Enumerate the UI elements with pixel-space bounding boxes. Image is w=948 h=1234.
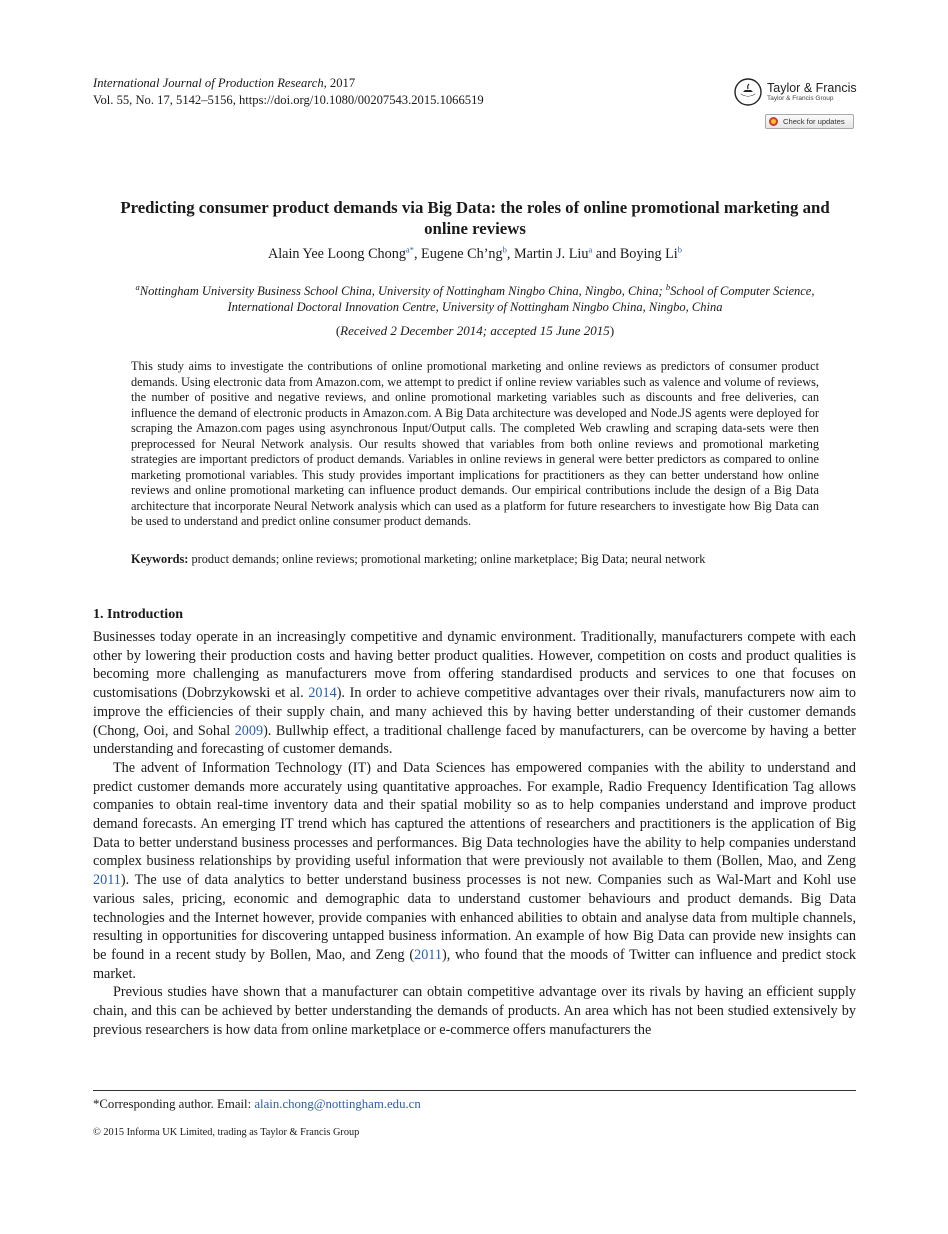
taylor-francis-lamp-icon: [734, 78, 762, 106]
citation-link[interactable]: 2009: [234, 722, 264, 739]
paragraph-text: Businesses today operate in an increasingly competitive and dynamic environment. Traditionally, manufacturers compete with each other by lowering their production costs and having better product qualities. However, competition on costs and product qualities is becoming more challenging as manufacturers move from offering standardised products and services to one that focuses on customisations (Dobrzykowski et al.: [93, 629, 856, 702]
affiliation-mark[interactable]: b: [677, 244, 682, 255]
author-list: [100, 246, 850, 263]
corresponding-mark[interactable]: *: [409, 244, 414, 255]
paragraph: [93, 759, 856, 983]
paragraph: Previous studies have shown that a manufacturer can obtain competitive advantage over its rivals by having an efficient supply chain, and this can be achieved by better understanding the demands of products. An area which has not been studied extensively by previous researchers is how data from online marketplace or e-commerce offers manufacturers the: [93, 984, 856, 1038]
affiliation-mark[interactable]: a: [588, 244, 593, 255]
author-name: Alain Yee Loong Chong: [267, 246, 406, 262]
affiliation-a: Nottingham University Business School China, University of Nottingham Ningbo China, Ningbo, China;: [139, 284, 666, 298]
paragraph-text: ), who found that the moods of Twitter can influence and predict stock market.: [93, 946, 857, 982]
keywords-label: Keywords:: [131, 552, 189, 566]
journal-meta: International Journal of Production Research, 2017 Vol. 55, No. 17, 5142–5156, https://doi.org/10.1080/00207543.2015.1066519: [93, 76, 484, 107]
paragraph-text: ). In order to achieve competitive advantages over their rivals, manufacturers now aim to improve the efficiencies of their supply chain, and many achieved this by having better understanding of their customer demands (Chong, Ooi, and Sohal: [93, 685, 856, 739]
journal-citation[interactable]: Vol. 55, No. 17, 5142–5156, https://doi.org/10.1080/00207543.2015.1066519: [93, 93, 484, 107]
received-text: Received 2 December 2014; accepted 15 June 2015: [340, 323, 610, 338]
corresponding-author-footnote: [93, 1097, 421, 1112]
author-name: Eugene Ch’ng: [421, 246, 503, 262]
affiliation-b: School of Computer Science, International Doctoral Innovation Centre, University of Nottingham Ningbo China, Ningbo, China: [227, 284, 815, 314]
affiliation-mark[interactable]: b: [502, 244, 507, 255]
crossmark-icon: [769, 117, 778, 126]
abstract: This study aims to investigate the contributions of online promotional marketing and online reviews as predictors of consumer product demands. Using electronic data from Amazon.com, we attempt to predict if online review variables such as valence and volume of reviews, the number of positive and negative reviews, and online promotional marketing variables such as discounts and free deliveries, can influence the demand of electronic products in Amazon.com. A Big Data architecture was developed and Node.JS agents were deployed for scraping the Amazon.com pages using asynchronous Input/Output calls. The completed Web crawling and scraping data-sets were then preprocessed for Neural Network analysis. Our results showed that variables from both online reviews and promotional marketing strategies are important predictors of product demands. Variables in online reviews in general were better predictors as compared to online marketing promotional variables. This study provides important implications for practitioners as they can better understand how online reviews and online promotional marketing can influence product demands. Our empirical contributions include the design of a Big Data architecture that incorporate Neural Network analysis which can used as a platform for future researchers to investigate how Big Data can be used to understand and predict online consumer product demands.: [131, 359, 819, 528]
affiliations: [105, 283, 845, 315]
publisher-group: Taylor & Francis Group: [767, 95, 834, 102]
affiliation-b-mark: b: [665, 281, 671, 292]
citation-link[interactable]: 2011: [93, 872, 121, 889]
body-text: [93, 628, 856, 1039]
received-open-paren: (: [335, 323, 341, 338]
author-name: Boying Li: [619, 246, 678, 262]
paragraph-text: ). The use of data analytics to better understand business processes is not new. Companies such as Wal-Mart and Kohl use various sales, pricing, economic and demographic data to understand customer behaviours and product demands. Big Data technologies and the Internet however, provide companies with enhanced abilities to obtain and analyse data from multiple channels, resulting in opportunities for discovering untapped business information. An example of how Big Data can provide new insights can be found in a recent study by Bollen, Mao, and Zeng (: [93, 872, 856, 963]
journal-name: International Journal of Production Research: [93, 76, 324, 90]
citation-link[interactable]: 2011: [414, 946, 442, 963]
affiliation-a-mark: a: [135, 281, 140, 292]
affiliation-mark[interactable]: a: [405, 244, 410, 255]
author-separator: ,: [413, 246, 422, 262]
keywords: [131, 552, 819, 567]
received-close-paren: ): [609, 323, 615, 338]
received-dates: [100, 323, 850, 339]
author-email-link[interactable]: alain.chong@nottingham.edu.cn: [254, 1097, 421, 1111]
journal-year: 2017: [329, 76, 356, 90]
citation-link[interactable]: 2014: [308, 685, 337, 702]
paragraph: [93, 628, 856, 759]
footnote-label: *Corresponding author. Email:: [93, 1097, 255, 1111]
footnote-divider: [93, 1090, 856, 1091]
publisher-name: Taylor & Francis: [767, 80, 857, 95]
paragraph-text: ). Bullwhip effect, a traditional challenge faced by manufacturers, can be overcome by having a better understanding and forecasting of customer demands.: [93, 722, 857, 758]
author-separator: ,: [506, 246, 514, 262]
publisher-logo[interactable]: [734, 78, 857, 106]
copyright-notice: © 2015 Informa UK Limited, trading as Taylor & Francis Group: [93, 1127, 360, 1138]
paragraph-text: The advent of Information Technology (IT) and Data Sciences has empowered companies with the ability to understand and predict customer demands more accurately using quantitative approaches. For example, Radio Frequency Identification Tag allows companies to obtain real-time inventory data and their spatial mobility so as to help companies understand and improve product demand forecasts. An emerging IT trend which has captured the attentions of researchers and practitioners is the application of Big Data to better understand business processes and performances. Big Data technologies have the ability to help companies understand complex business relationships by providing useful information that were previously not available to them (Bollen, Mao, and Zeng: [93, 759, 856, 870]
check-for-updates-button[interactable]: [765, 114, 854, 129]
article-title: Predicting consumer product demands via Big Data: the roles of online promotional marketing and online reviews: [120, 198, 830, 238]
section-heading: 1. Introduction: [93, 607, 183, 622]
author-and: and: [592, 246, 620, 262]
author-name: Martin J. Liu: [513, 246, 589, 262]
keywords-list: product demands; online reviews; promotional marketing; online marketplace; Big Data; neural network: [188, 552, 706, 566]
check-for-updates-label: Check for updates: [783, 117, 845, 126]
